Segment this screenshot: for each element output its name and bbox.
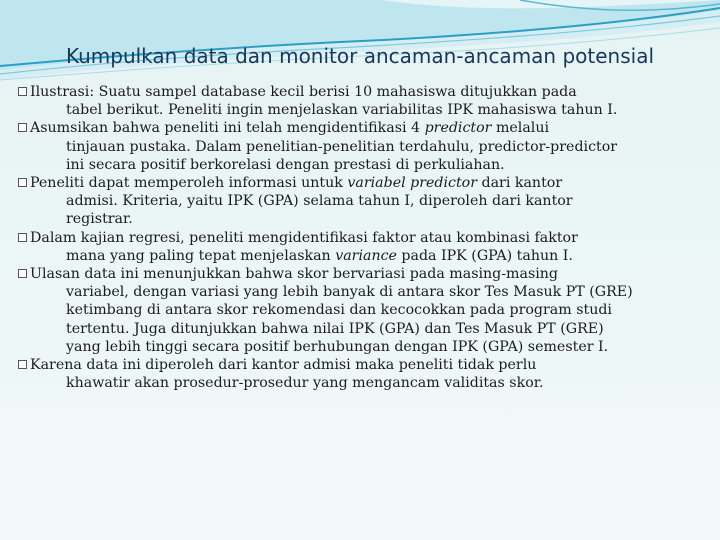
bullet-line: tabel berikut. Peneliti ingin menjelaskan variabilitas IPK mahasiswa tahun I. (66, 102, 618, 119)
bullet-item-kajian-regresi (18, 229, 698, 265)
bullet-item-peneliti (18, 174, 698, 229)
bullet-line: registrar. (66, 211, 133, 228)
square-bullet-icon (18, 123, 27, 132)
bullet-line: variabel, dengan variasi yang lebih banyak di antara skor Tes Masuk PT (GRE) (66, 284, 633, 301)
slide-title: Kumpulkan data dan monitor ancaman-ancaman potensial (65, 44, 655, 68)
bullet-line: ketimbang di antara skor rekomendasi dan kecocokkan pada program studi (66, 302, 612, 319)
bullet-line: mana yang paling tepat menjelaskan variance pada IPK (GPA) tahun I. (66, 247, 573, 264)
bullet-list (18, 83, 698, 392)
bullet-line: Peneliti dapat memperoleh informasi untuk variabel predictor dari kantor (30, 175, 563, 192)
bullet-line: Dalam kajian regresi, peneliti mengidentifikasi faktor atau kombinasi faktor (30, 229, 578, 246)
bullet-line: tinjauan pustaka. Dalam penelitian-penelitian terdahulu, predictor-predictor (66, 138, 618, 155)
square-bullet-icon (18, 360, 27, 369)
bullet-line: Karena data ini diperoleh dari kantor admisi maka peneliti tidak perlu (30, 357, 537, 374)
bullet-item-ilustrasi (18, 83, 698, 119)
bullet-item-ulasan-data (18, 265, 698, 356)
bullet-line: admisi. Kriteria, yaitu IPK (GPA) selama tahun I, diperoleh dari kantor (66, 193, 573, 210)
square-bullet-icon (18, 233, 27, 242)
bullet-line: Asumsikan bahwa peneliti ini telah mengidentifikasi 4 predictor melalui (30, 120, 550, 137)
bullet-item-asumsikan (18, 119, 698, 174)
bullet-line: khawatir akan prosedur-prosedur yang mengancam validitas skor. (66, 375, 544, 392)
square-bullet-icon (18, 87, 27, 96)
bullet-item-karena-data (18, 356, 698, 392)
bullet-line: yang lebih tinggi secara positif berhubungan dengan IPK (GPA) semester I. (66, 338, 609, 355)
square-bullet-icon (18, 178, 27, 187)
bullet-line: Ilustrasi: Suatu sampel database kecil berisi 10 mahasiswa ditujukkan pada (30, 84, 577, 100)
bullet-line: Ulasan data ini menunjukkan bahwa skor bervariasi pada masing-masing (30, 266, 558, 283)
bullet-line: ini secara positif berkorelasi dengan prestasi di perkuliahan. (66, 156, 505, 173)
square-bullet-icon (18, 269, 27, 278)
bullet-line: tertentu. Juga ditunjukkan bahwa nilai IPK (GPA) dan Tes Masuk PT (GRE) (66, 320, 604, 337)
